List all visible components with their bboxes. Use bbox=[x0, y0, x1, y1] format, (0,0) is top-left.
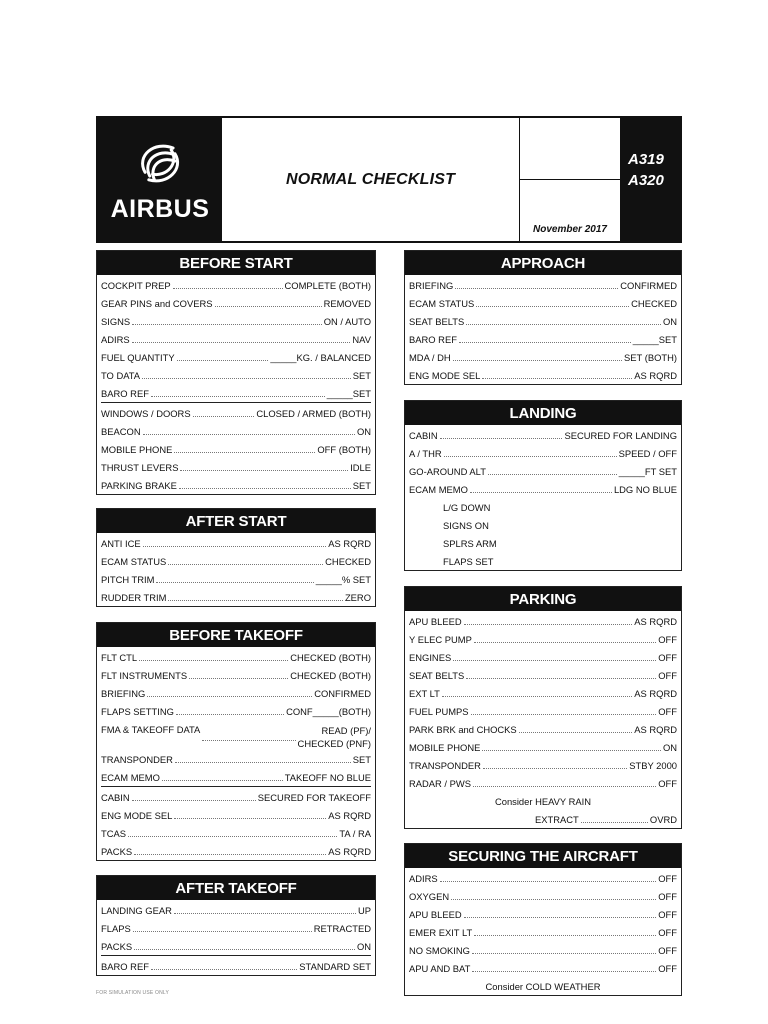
item-value: AS RQRD bbox=[328, 845, 371, 857]
checklist-item-transponder bbox=[409, 756, 677, 774]
item-label: LANDING GEAR bbox=[101, 904, 172, 916]
item-value: IDLE bbox=[350, 461, 371, 473]
item-label: PARKING BRAKE bbox=[101, 479, 177, 491]
item-value: STBY 2000 bbox=[629, 759, 677, 771]
checklist-item-gear-pins-and-covers bbox=[101, 294, 371, 312]
section-title: BEFORE TAKEOFF bbox=[97, 623, 375, 647]
section-items bbox=[405, 868, 681, 995]
item-label: Y ELEC PUMP bbox=[409, 633, 472, 645]
checklist-item-briefing bbox=[101, 684, 371, 702]
checklist-item-packs bbox=[101, 842, 371, 860]
item-value: TAKEOFF NO BLUE bbox=[284, 771, 371, 783]
sub-item: L/G DOWN bbox=[443, 501, 491, 513]
item-label: ADIRS bbox=[101, 333, 130, 345]
item-group bbox=[409, 868, 677, 995]
checklist-item-flt-ctl bbox=[101, 648, 371, 666]
leader-dots bbox=[180, 470, 348, 471]
item-value: _____FT SET bbox=[618, 465, 677, 477]
section-items bbox=[405, 275, 681, 384]
checklist-item-cockpit-prep bbox=[101, 276, 371, 294]
item-group bbox=[101, 275, 371, 402]
sub-item: SPLRS ARM bbox=[443, 537, 497, 549]
leader-dots bbox=[147, 696, 312, 697]
leader-dots bbox=[482, 750, 661, 751]
section-items bbox=[97, 275, 375, 494]
checklist-item-go-around-alt bbox=[409, 462, 677, 480]
checklist-item-a-thr bbox=[409, 444, 677, 462]
item-label: THRUST LEVERS bbox=[101, 461, 179, 473]
consider-note: Consider HEAVY RAIN bbox=[494, 795, 592, 807]
section-items bbox=[97, 533, 375, 606]
item-label: BARO REF bbox=[101, 960, 149, 972]
checklist-item-thrust-levers bbox=[101, 458, 371, 476]
leader-dots bbox=[464, 917, 657, 918]
item-value: COMPLETE (BOTH) bbox=[284, 279, 371, 291]
item-label: FLT CTL bbox=[101, 651, 138, 663]
checklist-item-signs bbox=[101, 312, 371, 330]
checklist-item-mobile-phone bbox=[101, 440, 371, 458]
section-parking bbox=[404, 586, 682, 829]
page-title: NORMAL CHECKLIST bbox=[285, 170, 456, 188]
item-value: ON bbox=[356, 940, 371, 952]
item-group bbox=[409, 425, 677, 570]
item-value: STANDARD SET bbox=[299, 960, 371, 972]
item-value: SET bbox=[352, 479, 371, 491]
checklist-item-windows-doors bbox=[101, 404, 371, 422]
leader-dots bbox=[474, 935, 656, 936]
date-bottom-cell bbox=[520, 180, 620, 241]
airbus-logo bbox=[98, 118, 222, 241]
leader-dots bbox=[202, 740, 295, 741]
item-value: SET (BOTH) bbox=[624, 351, 677, 363]
item-value: ON bbox=[662, 315, 677, 327]
item-label: FLT INSTRUMENTS bbox=[101, 669, 188, 681]
checklist-item-mda-dh bbox=[409, 348, 677, 366]
section-before-takeoff bbox=[96, 622, 376, 861]
checklist-item-radar-pws bbox=[409, 774, 677, 792]
checklist-item-engines bbox=[409, 648, 677, 666]
checklist-item-cabin bbox=[409, 426, 677, 444]
item-label: FUEL QUANTITY bbox=[101, 351, 175, 363]
item-value: SET bbox=[352, 753, 371, 765]
item-value: AS RQRD bbox=[328, 809, 371, 821]
item-value: CONF_____(BOTH) bbox=[286, 705, 371, 717]
section-items bbox=[405, 425, 681, 570]
checklist-item-fuel-quantity bbox=[101, 348, 371, 366]
leader-dots bbox=[519, 732, 633, 733]
checklist-item-landing-gear bbox=[101, 901, 371, 919]
item-value: CLOSED / ARMED (BOTH) bbox=[256, 407, 371, 419]
sub-item: SIGNS ON bbox=[443, 519, 489, 531]
leader-dots bbox=[472, 971, 656, 972]
item-label: EXT LT bbox=[409, 687, 440, 699]
item-label: RUDDER TRIM bbox=[101, 591, 167, 603]
leader-dots bbox=[472, 953, 656, 954]
item-label: ECAM MEMO bbox=[409, 483, 468, 495]
checklist-item-beacon bbox=[101, 422, 371, 440]
section-items bbox=[405, 611, 681, 828]
section-before-start bbox=[96, 250, 376, 495]
checklist-item-apu-bleed bbox=[409, 905, 677, 923]
leader-dots bbox=[128, 836, 337, 837]
checklist-item-ecam-status bbox=[409, 294, 677, 312]
checklist-item-flaps-setting bbox=[101, 702, 371, 720]
item-value: OFF bbox=[658, 908, 677, 920]
item-label: RADAR / PWS bbox=[409, 777, 471, 789]
checklist-item-flaps bbox=[101, 919, 371, 937]
item-value: OFF bbox=[658, 777, 677, 789]
checklist-item-eng-mode-sel bbox=[409, 366, 677, 384]
section-after-start bbox=[96, 508, 376, 607]
checklist-item-adirs bbox=[101, 330, 371, 348]
logo-text: AIRBUS bbox=[110, 195, 210, 223]
section-title: PARKING bbox=[405, 587, 681, 611]
leader-dots bbox=[464, 624, 633, 625]
leader-dots bbox=[488, 474, 617, 475]
item-label: PACKS bbox=[101, 940, 133, 952]
leader-dots bbox=[440, 881, 657, 882]
item-value: AS RQRD bbox=[634, 615, 677, 627]
checklist-item-extract bbox=[409, 810, 677, 828]
checklist-item-parking-brake bbox=[101, 476, 371, 494]
section-title: AFTER TAKEOFF bbox=[97, 876, 375, 900]
item-value: CONFIRMED bbox=[314, 687, 371, 699]
item-label: APU AND BAT bbox=[409, 962, 471, 974]
item-group bbox=[101, 786, 371, 860]
leader-dots bbox=[174, 913, 356, 914]
item-value: OVRD bbox=[649, 813, 677, 825]
item-value: OFF bbox=[658, 669, 677, 681]
leader-dots bbox=[473, 786, 656, 787]
item-label: MOBILE PHONE bbox=[101, 443, 173, 455]
leader-dots bbox=[174, 452, 315, 453]
item-value: ZERO bbox=[344, 591, 371, 603]
section-landing bbox=[404, 400, 682, 571]
leader-dots bbox=[177, 360, 269, 361]
leader-dots bbox=[168, 564, 323, 565]
checklist-item-ecam-status bbox=[101, 552, 371, 570]
item-label: OXYGEN bbox=[409, 890, 450, 902]
item-value: SPEED / OFF bbox=[618, 447, 677, 459]
leader-dots bbox=[176, 714, 284, 715]
item-value: NAV bbox=[352, 333, 371, 345]
item-label: ECAM STATUS bbox=[409, 297, 475, 309]
item-value: ON / AUTO bbox=[323, 315, 371, 327]
item-value: AS RQRD bbox=[634, 369, 677, 381]
item-value: ON bbox=[356, 425, 371, 437]
item-label: MDA / DH bbox=[409, 351, 451, 363]
item-group bbox=[101, 533, 371, 606]
item-label: BRIEFING bbox=[409, 279, 454, 291]
item-group bbox=[101, 647, 371, 786]
checklist-item-to-data bbox=[101, 366, 371, 384]
item-label: FUEL PUMPS bbox=[409, 705, 469, 717]
item-label: SEAT BELTS bbox=[409, 669, 465, 681]
item-group bbox=[101, 955, 371, 975]
checklist-item-fuel-pumps bbox=[409, 702, 677, 720]
item-value: CHECKED bbox=[631, 297, 677, 309]
footer-note: FOR SIMULATION USE ONLY bbox=[96, 990, 170, 996]
checklist-item-tcas bbox=[101, 824, 371, 842]
leader-dots bbox=[151, 396, 325, 397]
checklist-item-ecam-memo bbox=[409, 480, 677, 498]
item-label: TCAS bbox=[101, 827, 127, 839]
item-value: OFF bbox=[658, 872, 677, 884]
leader-dots bbox=[162, 780, 283, 781]
item-value: OFF bbox=[658, 962, 677, 974]
item-value: AS RQRD bbox=[634, 723, 677, 735]
item-label: TRANSPONDER bbox=[409, 759, 481, 771]
checklist-item-seat-belts bbox=[409, 312, 677, 330]
item-value: _____SET bbox=[326, 387, 371, 399]
item-label: PACKS bbox=[101, 845, 133, 857]
leader-dots bbox=[175, 762, 351, 763]
item-label: COCKPIT PREP bbox=[101, 279, 171, 291]
checklist-item-apu-and-bat bbox=[409, 959, 677, 977]
checklist-item-mobile-phone bbox=[409, 738, 677, 756]
checklist-header bbox=[96, 116, 682, 243]
item-value: READ (PF)/ CHECKED (PNF) bbox=[297, 725, 371, 749]
item-value: OFF bbox=[658, 633, 677, 645]
consider-note: Consider COLD WEATHER bbox=[485, 980, 601, 992]
item-label: APU BLEED bbox=[409, 615, 462, 627]
checklist-item-adirs bbox=[409, 869, 677, 887]
leader-dots bbox=[444, 456, 617, 457]
revision-date: November 2017 bbox=[533, 224, 607, 235]
checklist-item-ecam-memo bbox=[101, 768, 371, 786]
checklist-item-transponder bbox=[101, 750, 371, 768]
sub-item: FLAPS SET bbox=[443, 555, 494, 567]
item-label: FLAPS bbox=[101, 922, 131, 934]
section-title: AFTER START bbox=[97, 509, 375, 533]
item-value: ON bbox=[662, 741, 677, 753]
section-items bbox=[97, 900, 375, 975]
leader-dots bbox=[459, 342, 631, 343]
leader-dots bbox=[442, 696, 632, 697]
leader-dots bbox=[466, 678, 656, 679]
item-label: APU BLEED bbox=[409, 908, 462, 920]
item-group bbox=[409, 611, 677, 828]
item-label: TRANSPONDER bbox=[101, 753, 173, 765]
leader-dots bbox=[151, 969, 297, 970]
item-value: OFF bbox=[658, 651, 677, 663]
section-items bbox=[97, 647, 375, 860]
leader-dots bbox=[142, 378, 351, 379]
item-value: LDG NO BLUE bbox=[613, 483, 677, 495]
model-a320: A320 bbox=[628, 171, 664, 189]
item-value: OFF bbox=[658, 705, 677, 717]
section-title: APPROACH bbox=[405, 251, 681, 275]
leader-dots bbox=[476, 306, 629, 307]
checklist-item-cabin bbox=[101, 788, 371, 806]
leader-dots bbox=[134, 949, 355, 950]
item-label: GEAR PINS and COVERS bbox=[101, 297, 213, 309]
section-after-takeoff bbox=[96, 875, 376, 976]
section-securing-the-aircraft bbox=[404, 843, 682, 996]
item-label: EMER EXIT LT bbox=[409, 926, 473, 938]
item-label: ANTI ICE bbox=[101, 537, 141, 549]
date-column bbox=[520, 118, 620, 241]
leader-dots bbox=[440, 438, 563, 439]
checklist-item-pitch-trim bbox=[101, 570, 371, 588]
item-label: FLAPS SETTING bbox=[101, 705, 174, 717]
checklist-item-anti-ice bbox=[101, 534, 371, 552]
leader-dots bbox=[132, 342, 351, 343]
item-label: ECAM STATUS bbox=[101, 555, 167, 567]
item-value: SET bbox=[352, 369, 371, 381]
checklist-item-eng-mode-sel bbox=[101, 806, 371, 824]
item-label: PITCH TRIM bbox=[101, 573, 155, 585]
item-value: _____SET bbox=[632, 333, 677, 345]
checklist-item-fma-takeoff-data bbox=[101, 720, 371, 750]
aircraft-models bbox=[620, 118, 680, 241]
section-title: BEFORE START bbox=[97, 251, 375, 275]
checklist-item-baro-ref bbox=[101, 957, 371, 975]
leader-dots bbox=[156, 582, 313, 583]
item-label: ENGINES bbox=[409, 651, 452, 663]
item-value: SECURED FOR LANDING bbox=[564, 429, 677, 441]
leader-dots bbox=[455, 288, 618, 289]
date-top-cell bbox=[520, 118, 620, 180]
section-approach bbox=[404, 250, 682, 385]
item-value: AS RQRD bbox=[328, 537, 371, 549]
item-label: ENG MODE SEL bbox=[409, 369, 481, 381]
leader-dots bbox=[482, 378, 632, 379]
item-label: ENG MODE SEL bbox=[101, 809, 173, 821]
checklist-item-baro-ref bbox=[101, 384, 371, 402]
leader-dots bbox=[174, 818, 326, 819]
item-label: CABIN bbox=[101, 791, 130, 803]
leader-dots bbox=[193, 416, 255, 417]
leader-dots bbox=[474, 642, 656, 643]
leader-dots bbox=[215, 306, 322, 307]
leader-dots bbox=[483, 768, 627, 769]
leader-dots bbox=[470, 492, 612, 493]
checklist-item-no-smoking bbox=[409, 941, 677, 959]
item-label: CABIN bbox=[409, 429, 438, 441]
item-label: BEACON bbox=[101, 425, 141, 437]
leader-dots bbox=[143, 546, 327, 547]
checklist-item-rudder-trim bbox=[101, 588, 371, 606]
item-label: MOBILE PHONE bbox=[409, 741, 481, 753]
item-label: NO SMOKING bbox=[409, 944, 470, 956]
item-label: FMA & TAKEOFF DATA bbox=[101, 724, 201, 735]
checklist-item-park-brk-and-chocks bbox=[409, 720, 677, 738]
checklist-item-briefing bbox=[409, 276, 677, 294]
title-box bbox=[222, 118, 520, 241]
leader-dots bbox=[179, 488, 351, 489]
checklist-item-oxygen bbox=[409, 887, 677, 905]
leader-dots bbox=[471, 714, 657, 715]
item-value: CHECKED bbox=[325, 555, 371, 567]
item-label: TO DATA bbox=[101, 369, 141, 381]
section-title: LANDING bbox=[405, 401, 681, 425]
item-value: OFF (BOTH) bbox=[317, 443, 371, 455]
leader-dots bbox=[453, 660, 656, 661]
leader-dots bbox=[451, 899, 656, 900]
item-value: SECURED FOR TAKEOFF bbox=[257, 791, 371, 803]
leader-dots bbox=[189, 678, 288, 679]
item-label: BRIEFING bbox=[101, 687, 146, 699]
item-label: WINDOWS / DOORS bbox=[101, 407, 191, 419]
checklist-item-ext-lt bbox=[409, 684, 677, 702]
item-label: ADIRS bbox=[409, 872, 438, 884]
item-group bbox=[101, 402, 371, 494]
item-value: OFF bbox=[658, 890, 677, 902]
item-value: CHECKED (BOTH) bbox=[290, 669, 371, 681]
leader-dots bbox=[133, 931, 312, 932]
item-value: _____KG. / BALANCED bbox=[270, 351, 371, 363]
item-value: OFF bbox=[658, 926, 677, 938]
item-label: BARO REF bbox=[409, 333, 457, 345]
leader-dots bbox=[581, 822, 648, 823]
item-label: A / THR bbox=[409, 447, 442, 459]
section-title: SECURING THE AIRCRAFT bbox=[405, 844, 681, 868]
item-group bbox=[409, 275, 677, 384]
item-value: _____% SET bbox=[315, 573, 371, 585]
leader-dots bbox=[173, 288, 283, 289]
item-value: CHECKED (BOTH) bbox=[290, 651, 371, 663]
checklist-item-packs bbox=[101, 937, 371, 955]
leader-dots bbox=[168, 600, 343, 601]
leader-dots bbox=[466, 324, 661, 325]
checklist-item-emer-exit-lt bbox=[409, 923, 677, 941]
item-label: SEAT BELTS bbox=[409, 315, 465, 327]
leader-dots bbox=[139, 660, 288, 661]
item-label: SIGNS bbox=[101, 315, 131, 327]
airbus-swirl-icon bbox=[132, 135, 188, 191]
item-value: UP bbox=[357, 904, 371, 916]
item-value: CONFIRMED bbox=[620, 279, 677, 291]
checklist-item-seat-belts bbox=[409, 666, 677, 684]
leader-dots bbox=[143, 434, 355, 435]
leader-dots bbox=[132, 800, 256, 801]
item-value: TA / RA bbox=[339, 827, 371, 839]
item-label: GO-AROUND ALT bbox=[409, 465, 486, 477]
checklist-item-baro-ref bbox=[409, 330, 677, 348]
checklist-item-flt-instruments bbox=[101, 666, 371, 684]
item-label: BARO REF bbox=[101, 387, 149, 399]
leader-dots bbox=[132, 324, 322, 325]
item-value: RETRACTED bbox=[313, 922, 371, 934]
item-value: REMOVED bbox=[323, 297, 371, 309]
item-label: EXTRACT bbox=[535, 813, 579, 825]
item-label: PARK BRK and CHOCKS bbox=[409, 723, 517, 735]
checklist-item-y-elec-pump bbox=[409, 630, 677, 648]
item-group bbox=[101, 900, 371, 955]
checklist-item-apu-bleed bbox=[409, 612, 677, 630]
item-value: AS RQRD bbox=[634, 687, 677, 699]
item-label: ECAM MEMO bbox=[101, 771, 160, 783]
leader-dots bbox=[453, 360, 622, 361]
leader-dots bbox=[134, 854, 326, 855]
item-value: OFF bbox=[658, 944, 677, 956]
model-a319: A319 bbox=[628, 150, 664, 168]
